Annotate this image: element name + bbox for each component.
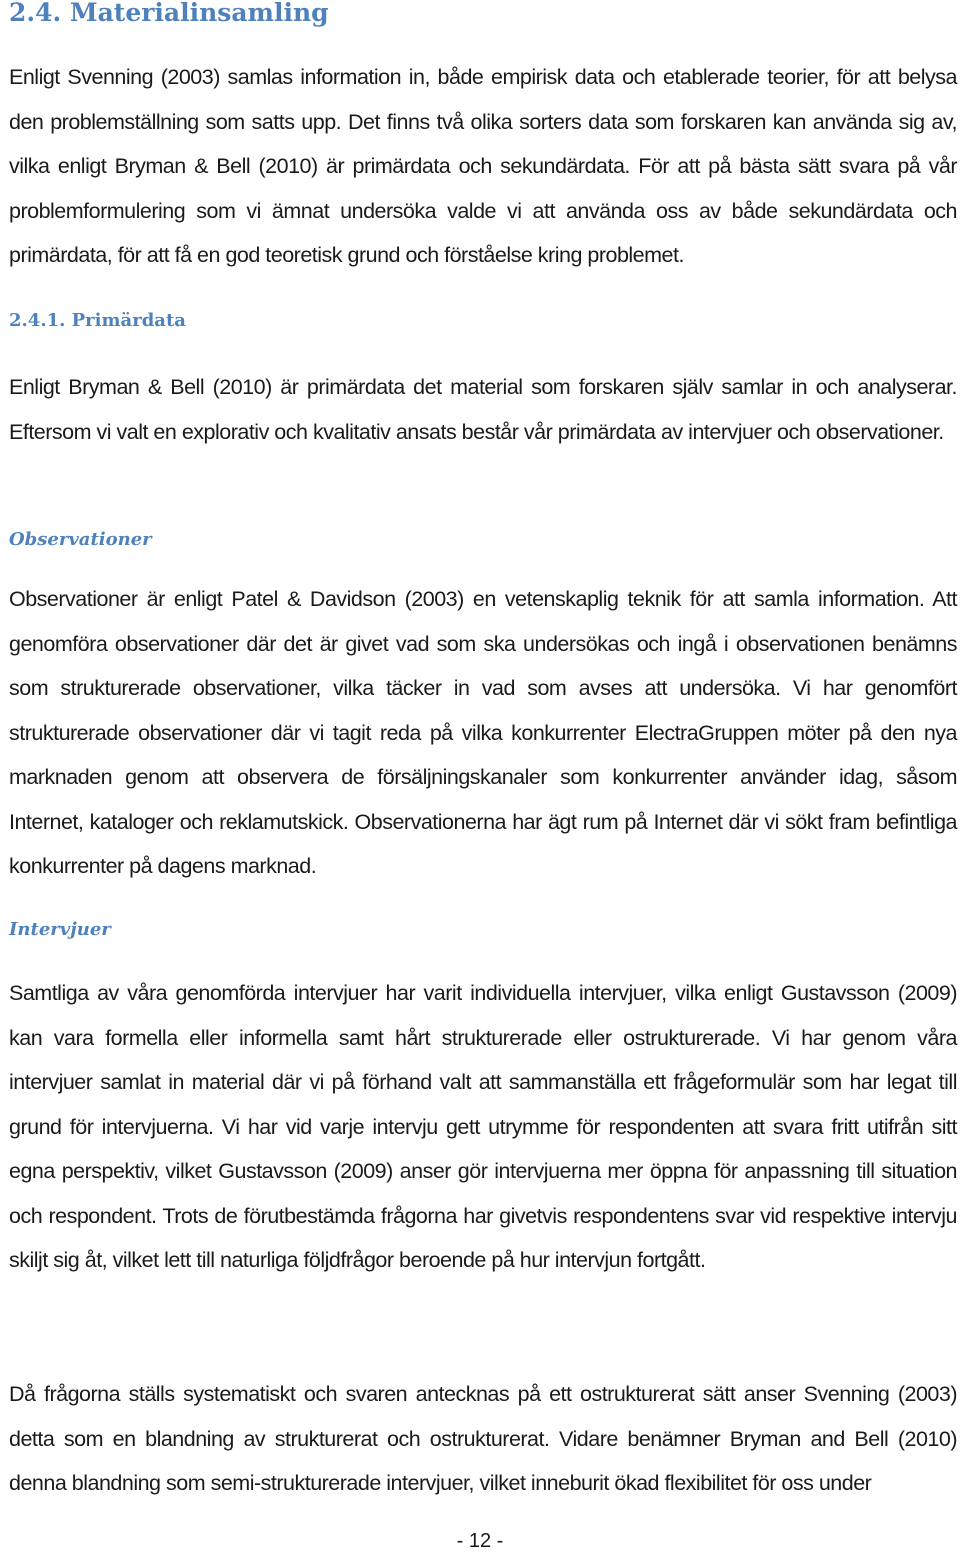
primardata-paragraph: Enligt Bryman & Bell (2010) är primärdata det material som forskaren själv samlar in och analyserar. Eftersom vi valt en explorativ och kvalitativ ansats består vår primärdata av intervjuer och observationer. — [9, 375, 957, 444]
intro-paragraph: Enligt Svenning (2003) samlas information in, både empirisk data och etablerade teorier, för att belysa den problemställning som satts upp. Det finns två olika sorters data som forskaren kan använda sig av, vilka enligt Bryman & Bell (2010) är primärdata och sekundärdata. För att på bästa sätt svara på vår problemformulering som vi ämnat undersöka valde vi att använda oss av både sekundärdata och primärdata, för att få en god teoretisk grund och förståelse kring problemet. — [9, 65, 957, 267]
subheading-intervjuer: Intervjuer — [9, 919, 111, 940]
section-heading: 2.4. Materialinsamling — [9, 0, 329, 27]
intervjuer-paragraph-2: Då frågorna ställs systematiskt och svaren antecknas på ett ostrukturerat sätt anser Svenning (2003) detta som en blandning av strukturerat och ostrukturerat. Vidare benämner Bryman and Bell (2010) denna blandning som semi-strukturerade intervjuer, vilket inneburit ökad flexibilitet för oss under — [9, 1382, 957, 1495]
subsection-heading-primardata: 2.4.1. Primärdata — [9, 310, 186, 331]
page-number: - 12 - — [456, 1530, 504, 1552]
subheading-observationer: Observationer — [9, 529, 152, 550]
intervjuer-paragraph-1: Samtliga av våra genomförda intervjuer har varit individuella intervjuer, vilka enligt Gustavsson (2009) kan vara formella eller informella samt hårt strukturerade eller ostrukturerade. Vi har genom våra intervjuer samlat in material där vi på förhand valt att sammanställa ett frågeformulär som har legat till grund för intervjuerna. Vi har vid varje intervju gett utrymme för respondenten att svara fritt utifrån sitt egna perspektiv, vilket Gustavsson (2009) anser gör intervjuerna mer öppna för anpassning till situation och respondent. Trots de förutbestämda frågorna har givetvis respondentens svar vid respektive intervju skiljt sig åt, vilket lett till naturliga följdfrågor beroende på hur intervjun fortgått. — [9, 981, 957, 1272]
observationer-paragraph: Observationer är enligt Patel & Davidson (2003) en vetenskaplig teknik för att samla information. Att genomföra observationer där det är givet vad som ska undersökas och ingå i observationen benämns som strukturerade observationer, vilka täcker in vad som avses att undersöka. Vi har genomfört strukturerade observationer där vi tagit reda på vilka konkurrenter ElectraGruppen möter på den nya marknaden genom att observera de försäljningskanaler som konkurrenter använder idag, såsom Internet, kataloger och reklamutskick. Observationerna har ägt rum på Internet där vi sökt fram befintliga konkurrenter på dagens marknad. — [9, 587, 957, 878]
